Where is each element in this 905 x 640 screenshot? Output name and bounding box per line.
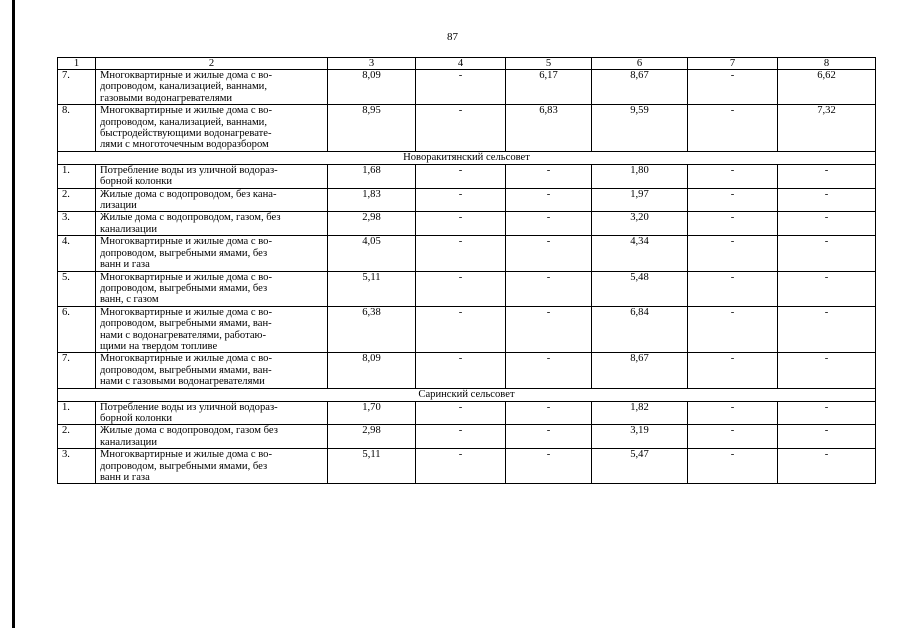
value-cell: - [416,425,506,449]
description-line: нами с водонагревателями, работаю- [100,329,266,341]
value-cell: - [506,449,592,484]
description-line: лями с многоточечным водоразбором [100,139,269,151]
value-cell: 7,32 [778,105,876,152]
description-line: газовыми водонагревателями [100,92,233,104]
value-cell: - [506,425,592,449]
value-cell: - [688,236,778,271]
value-cell: 8,09 [328,353,416,388]
description-line: допроводом, выгребными ямами, без [100,247,268,259]
value-cell: 6,84 [592,306,688,353]
description-line: ванн, с газом [100,294,159,306]
description-line: лизации [100,200,137,212]
description-line: Многоквартирные и жилые дома с во- [100,449,272,461]
value-cell: 8,95 [328,105,416,152]
value-cell: 6,62 [778,70,876,105]
description-line: нами с газовыми водонагревателями [100,376,265,388]
value-cell: 4,34 [592,236,688,271]
table-row [58,236,876,271]
value-cell: - [688,188,778,212]
row-number-cell: 1. [58,401,96,425]
value-cell: 1,68 [328,164,416,188]
value-cell: 4,05 [328,236,416,271]
value-cell: - [688,212,778,236]
column-header: 4 [416,58,506,70]
value-cell: - [506,236,592,271]
value-cell: - [416,164,506,188]
table-row [58,212,876,236]
description-line: допроводом, выгребными ямами, ван- [100,318,272,330]
description-line: борной колонки [100,176,173,188]
table-row [58,401,876,425]
value-cell: - [778,353,876,388]
row-number-cell: 7. [58,70,96,105]
value-cell: - [506,306,592,353]
description-line: Потребление воды из уличной водораз- [100,164,278,176]
column-header: 2 [96,58,328,70]
value-cell: 8,67 [592,353,688,388]
row-description-cell [96,401,328,425]
value-cell: - [506,271,592,306]
table-body [58,58,876,484]
table-row [58,70,876,105]
row-number-cell: 7. [58,353,96,388]
description-line: Многоквартирные и жилые дома с во- [100,306,272,318]
value-cell: - [506,401,592,425]
table-row [58,306,876,353]
page-number: 87 [447,31,458,43]
row-number-cell: 5. [58,271,96,306]
value-cell: - [688,164,778,188]
description-line: Многоквартирные и жилые дома с во- [100,70,272,81]
row-description-cell [96,105,328,152]
value-cell: 1,82 [592,401,688,425]
table-row [58,449,876,484]
value-cell: - [778,236,876,271]
row-description-cell [96,353,328,388]
description-line: допроводом, выгребными ямами, ван- [100,364,272,376]
value-cell: - [416,353,506,388]
value-cell: - [778,401,876,425]
row-number-cell: 2. [58,188,96,212]
value-cell: - [506,164,592,188]
description-line: щими на твердом топливе [100,340,218,352]
value-cell: 2,98 [328,212,416,236]
table-row [58,425,876,449]
description-line: Многоквартирные и жилые дома с во- [100,271,272,283]
value-cell: 9,59 [592,105,688,152]
section-title: Новоракитянский сельсовет [58,151,876,164]
value-cell: - [688,449,778,484]
description-line: ванн и газа [100,472,150,483]
table-row [58,188,876,212]
value-cell: - [778,271,876,306]
table-row [58,353,876,388]
row-description-cell [96,271,328,306]
row-description-cell [96,188,328,212]
value-cell: - [688,425,778,449]
value-cell: 2,98 [328,425,416,449]
table-row [58,164,876,188]
value-cell: 6,17 [506,70,592,105]
row-description-cell [96,164,328,188]
value-cell: - [416,306,506,353]
value-cell: - [778,212,876,236]
value-cell: - [778,449,876,484]
row-number-cell: 1. [58,164,96,188]
value-cell: - [688,306,778,353]
value-cell: - [416,271,506,306]
value-cell: 6,83 [506,105,592,152]
section-title: Саринский сельсовет [58,388,876,401]
description-line: допроводом, выгребными ямами, без [100,282,268,294]
value-cell: 3,19 [592,425,688,449]
value-cell: 5,48 [592,271,688,306]
row-description-cell [96,306,328,353]
description-line: Многоквартирные и жилые дома с во- [100,353,272,365]
table-row [58,271,876,306]
row-number-cell: 8. [58,105,96,152]
value-cell: 6,38 [328,306,416,353]
description-line: Жилые дома с водопроводом, газом без [100,425,278,437]
description-line: канализации [100,436,158,448]
water-consumption-table [57,57,876,484]
value-cell: - [416,236,506,271]
column-header: 7 [688,58,778,70]
row-description-cell [96,449,328,484]
column-header: 3 [328,58,416,70]
row-number-cell: 3. [58,449,96,484]
value-cell: 1,97 [592,188,688,212]
row-number-cell: 3. [58,212,96,236]
column-header: 1 [58,58,96,70]
description-line: допроводом, канализацией, ваннами, [100,116,267,128]
description-line: допроводом, выгребными ямами, без [100,460,268,472]
value-cell: - [416,70,506,105]
value-cell: - [688,353,778,388]
section-header-row [58,151,876,164]
value-cell: 5,11 [328,271,416,306]
description-line: Многоквартирные и жилые дома с во- [100,105,272,117]
value-cell: - [506,353,592,388]
row-number-cell: 6. [58,306,96,353]
column-header: 6 [592,58,688,70]
value-cell: - [778,306,876,353]
value-cell: - [778,164,876,188]
value-cell: 3,20 [592,212,688,236]
value-cell: - [416,401,506,425]
row-number-cell: 2. [58,425,96,449]
value-cell: - [506,188,592,212]
row-description-cell [96,425,328,449]
description-line: канализации [100,223,158,235]
row-description-cell [96,70,328,105]
row-description-cell [96,236,328,271]
value-cell: 5,47 [592,449,688,484]
value-cell: 5,11 [328,449,416,484]
description-line: допроводом, канализацией, ваннами, [100,81,267,93]
value-cell: - [688,105,778,152]
column-header: 8 [778,58,876,70]
value-cell: - [506,212,592,236]
value-cell: - [416,188,506,212]
description-line: Жилые дома с водопроводом, без кана- [100,188,277,200]
value-cell: 1,83 [328,188,416,212]
table-row [58,105,876,152]
value-cell: 8,09 [328,70,416,105]
column-number-row [58,58,876,70]
value-cell: - [688,401,778,425]
description-line: борной колонки [100,412,173,424]
value-cell: - [416,212,506,236]
value-cell: - [688,271,778,306]
value-cell: - [416,449,506,484]
value-cell: - [688,70,778,105]
value-cell: 1,70 [328,401,416,425]
section-header-row [58,388,876,401]
description-line: быстродействующими водонагревате- [100,128,272,140]
column-header: 5 [506,58,592,70]
value-cell: 8,67 [592,70,688,105]
description-line: Жилые дома с водопроводом, газом, без [100,212,281,224]
description-line: ванн и газа [100,259,150,271]
value-cell: 1,80 [592,164,688,188]
value-cell: - [416,105,506,152]
value-cell: - [778,425,876,449]
page-margin-bar [12,0,15,628]
row-description-cell [96,212,328,236]
row-number-cell: 4. [58,236,96,271]
description-line: Потребление воды из уличной водораз- [100,401,278,413]
description-line: Многоквартирные и жилые дома с во- [100,236,272,248]
value-cell: - [778,188,876,212]
